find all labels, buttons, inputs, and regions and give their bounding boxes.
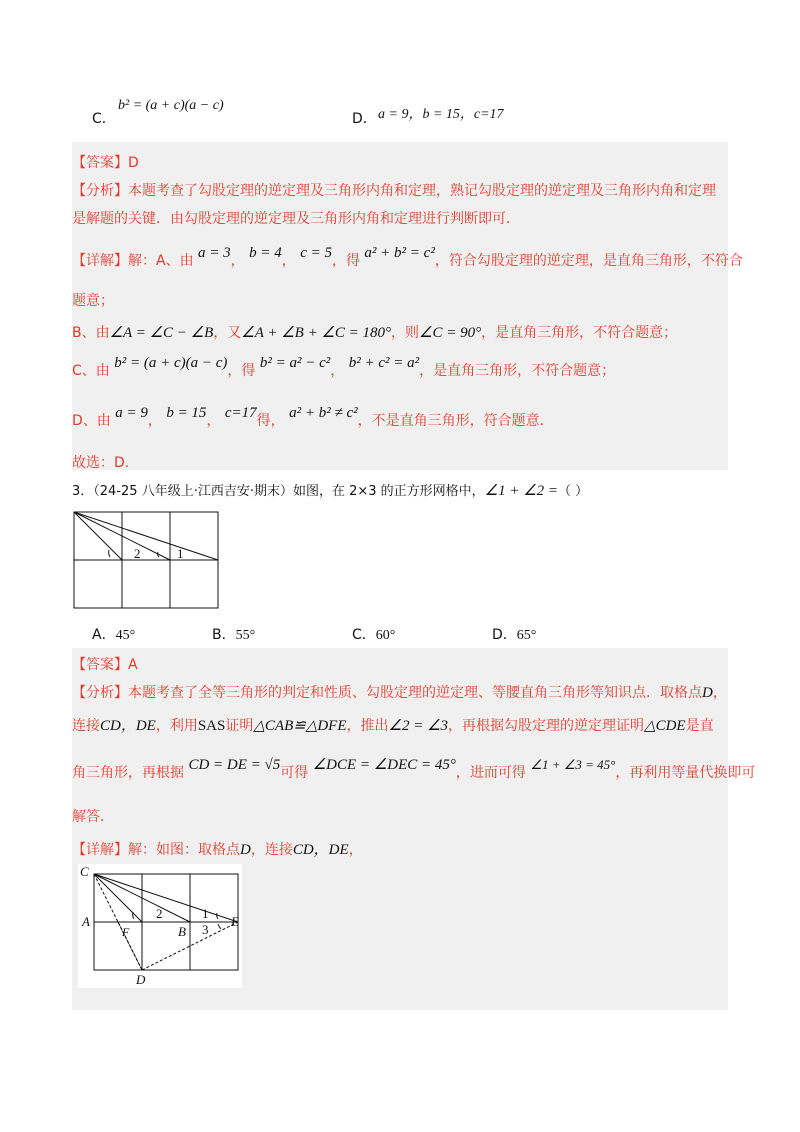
detail-b-math-1: ∠A = ∠C − ∠B [109, 325, 214, 341]
q2-answer-line [72, 152, 139, 172]
q3-option-a[interactable] [92, 624, 135, 644]
point-label-d: D [136, 972, 146, 987]
detail-a-text-2: ，得 [331, 253, 360, 269]
option-value: 45° [115, 628, 136, 643]
detail-c-text-4: ，是直角三角形，不符合题意； [419, 363, 616, 379]
detail-c-text-2: ，得 [227, 363, 256, 379]
analysis-math: CD = DE = √5 [188, 757, 281, 773]
detail-d-math-3: c=17 [224, 405, 257, 421]
option-label: B． [212, 627, 236, 643]
detail-b-text-3: ，则 [391, 325, 420, 341]
detail-b-math-2: ∠A + ∠B + ∠C = 180° [241, 325, 392, 341]
detail-c-math-3: b² + c² = a² [348, 355, 420, 371]
point-label-e: E [231, 914, 239, 929]
detail-b-text-2: ，又 [213, 325, 242, 341]
segment [74, 512, 122, 560]
detail-c-math-1: b² = (a + c)(a − c) [114, 355, 228, 371]
q3-grid-figure [72, 510, 222, 612]
q2-detail-a [72, 245, 743, 270]
detail-a-text-1: 解：A、由 [128, 253, 194, 269]
analysis-text-1: 本题考查了勾股定理的逆定理及三角形内角和定理，熟记勾股定理的逆定理及三角形内角和定理 [128, 183, 716, 199]
detail-math: CD，DE [292, 842, 349, 858]
q3-angle-expr: ∠1 + ∠2 = [484, 483, 559, 499]
q2-detail-b [72, 322, 677, 342]
point-label-a: A [82, 914, 90, 929]
option-value: 60° [375, 628, 396, 643]
detail-a-math-2: b = 4 [249, 245, 282, 261]
detail-math: D [240, 842, 251, 858]
option-d-label: D． [352, 111, 377, 127]
detail-d-text-3: ，不是直角三角形，符合题意． [357, 413, 554, 429]
grid-angle-label-2: 2 [134, 546, 141, 561]
q3-analysis-line2 [72, 714, 714, 735]
q3-number: 3． [72, 484, 94, 499]
analysis-text: ，利用 [155, 718, 198, 734]
answer-tag: 【答案】 [72, 657, 128, 673]
analysis-text: ，再利用等量代换即可 [615, 765, 756, 781]
q2-analysis-line1 [72, 180, 716, 200]
detail-c-text-1: C、由 [72, 363, 110, 379]
detail-tag: 【详解】 [72, 253, 128, 269]
angle-arc-2 [109, 550, 110, 557]
q3-stem [72, 480, 588, 500]
q3-analysis-line4: 解答． [72, 809, 114, 825]
option-label: D． [492, 627, 517, 643]
analysis-math: △CDE [644, 718, 686, 734]
angle-label-1: 1 [202, 906, 209, 921]
option-c-label: C． [92, 111, 116, 127]
angle-label-3: 3 [202, 922, 209, 937]
detail-a-math-3: c = 5 [300, 245, 332, 261]
analysis-tag: 【分析】 [72, 685, 128, 701]
detail-text: ，连接 [250, 842, 293, 858]
option-label: A． [92, 627, 116, 643]
detail-d-math-1: a = 9 [115, 405, 148, 421]
angle-label-2: 2 [156, 906, 163, 921]
answer-value: D [128, 155, 139, 171]
q3-option-b[interactable] [212, 624, 255, 644]
detail-a-math-4: a² + b² = c² [364, 245, 435, 261]
analysis-text: 证明 [225, 718, 254, 734]
analysis-math: SAS [197, 718, 226, 734]
analysis-math: ∠1 + ∠3 = 45° [530, 757, 616, 772]
q3-analysis-line3 [72, 757, 756, 782]
q3-paren: （ ） [558, 484, 589, 499]
answer-tag: 【答案】 [72, 155, 128, 171]
q2-detail-c [72, 355, 616, 380]
analysis-text: 是直 [685, 718, 714, 734]
q3-option-d[interactable] [492, 624, 536, 644]
option-c-math: b² = (a + c)(a − c) [118, 98, 224, 113]
segment [74, 512, 218, 560]
detail-b-text-1: B、由 [72, 325, 110, 341]
point-label-c: C [80, 864, 89, 879]
detail-d-text-2: 得， [256, 413, 285, 429]
answer-value: A [128, 657, 138, 673]
analysis-text: ， [712, 685, 727, 701]
option-value: 65° [516, 628, 537, 643]
detail-text: 解：如图：取格点 [128, 842, 240, 858]
analysis-text: 本题考查了全等三角形的判定和性质、勾股定理的逆定理、等腰直角三角形等知识点．取格点 [128, 685, 702, 701]
q3-source: （24-25 八年级上·江西吉安·期末）如图，在 2×3 的正方形网格中， [93, 484, 485, 499]
detail-a-text-3: ，符合勾股定理的逆定理，是直角三角形，不符合 [434, 253, 743, 269]
q2-detail-d [72, 405, 554, 430]
detail-a-sep-1: ， [230, 253, 245, 269]
analysis-math: ∠2 = ∠3 [388, 718, 449, 734]
q2-choice: 故选：D． [72, 455, 139, 471]
analysis-math: D [702, 685, 713, 701]
analysis-tag: 【分析】 [72, 183, 128, 199]
q3-analysis-line1 [72, 682, 727, 702]
q3-option-c[interactable] [352, 624, 395, 644]
q3-answer-block [72, 648, 756, 1010]
analysis-math: △CAB≌△DFE [253, 718, 347, 734]
detail-d-math-2: b = 15 [166, 405, 207, 421]
detail-d-text-1: D、由 [72, 413, 111, 429]
option-label: C． [352, 627, 376, 643]
option-d-math: a = 9，b = 15，c=17 [378, 107, 504, 122]
detail-a-math-1: a = 3 [198, 245, 231, 261]
q2-detail-a-cont: 题意； [72, 293, 114, 309]
detail-b-math-3: ∠C = 90° [419, 325, 482, 341]
detail-d-sep-2: ， [206, 413, 221, 429]
analysis-text: 连接 [72, 718, 100, 734]
detail-d-sep-1: ， [147, 413, 162, 429]
detail-tag: 【详解】 [72, 842, 128, 858]
analysis-text: ，再根据勾股定理的逆定理证明 [448, 718, 645, 734]
detail-c-math-2: b² = a² − c² [259, 355, 331, 371]
point-label-b: B [178, 924, 186, 939]
q3-solution-figure [78, 864, 242, 988]
q2-analysis-line2: 是解题的关键．由勾股定理的逆定理及三角形内角和定理进行判断即可． [72, 211, 520, 227]
detail-d-math-4: a² + b² ≠ c² [289, 405, 358, 421]
detail-b-text-4: ，是直角三角形，不符合题意； [481, 325, 678, 341]
analysis-math: ∠DCE = ∠DEC = 45° [312, 757, 456, 773]
q2-answer-block [72, 142, 743, 471]
analysis-text: ，进而可得 [455, 765, 526, 781]
point-label-f: F [122, 925, 130, 939]
grid-angle-label-1: 1 [177, 546, 184, 561]
analysis-text: 可得 [280, 765, 309, 781]
analysis-math: CD，DE [100, 718, 156, 734]
analysis-text: 角三角形，再根据 [72, 765, 184, 781]
q3-answer-line [72, 654, 138, 674]
detail-a-sep-2: ， [281, 253, 296, 269]
detail-c-text-3: ， [330, 363, 345, 379]
analysis-text: ，推出 [346, 718, 389, 734]
detail-text: ， [348, 842, 363, 858]
q3-detail-line [72, 838, 363, 859]
option-value: 55° [235, 628, 256, 643]
